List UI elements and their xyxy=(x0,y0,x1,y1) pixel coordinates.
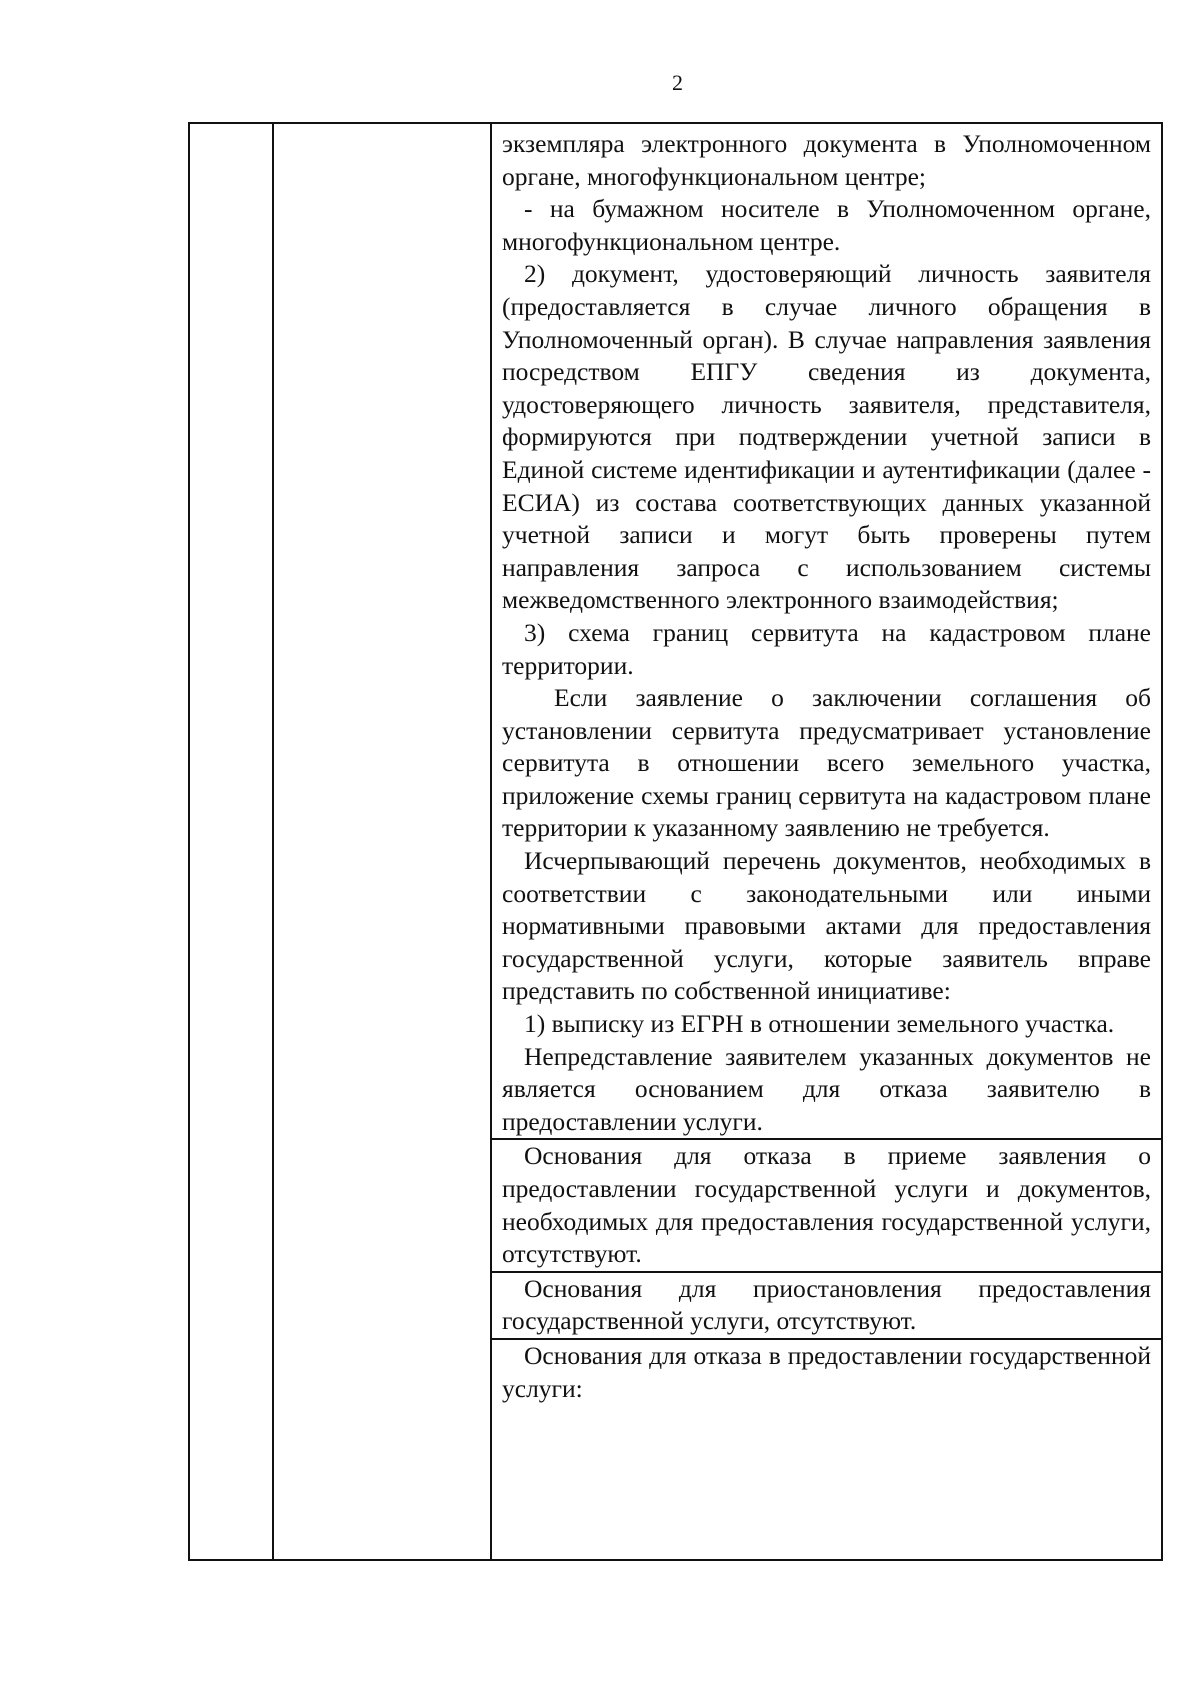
paragraph: 1) выписку из ЕГРН в отношении земельного участка. xyxy=(524,1009,1115,1039)
document-table xyxy=(188,122,1163,1561)
paragraph: Основания для отказа в приеме заявления о предоставлении государственной услуги и документов, необходимых для предоставления государственной услуги, отсутствуют. xyxy=(502,1141,1151,1269)
table-cell-refusal-grounds xyxy=(502,1340,1151,1405)
table-cell-suspension xyxy=(502,1273,1151,1338)
paragraph: - на бумажном носителе в Уполномоченном органе, многофункциональном центре. xyxy=(502,194,1151,256)
paragraph: 2) документ, удостоверяющий личность заявителя (предоставляется в случае личного обращения в Уполномоченный орган). В случае направления заявления посредством ЕПГУ сведения из документа, удостоверяющего личность заявителя, представителя, формируются при подтверждении учетной записи в Единой системе идентификации и аутентификации (далее - ЕСИА) из состава соответствующих данных указанной учетной записи и могут быть проверены путем направления запроса с использованием системы межведомственного электронного взаимодействия; xyxy=(502,259,1151,615)
paragraph: Основания для приостановления предоставления государственной услуги, отсутствуют. xyxy=(502,1273,1151,1336)
paragraph: Непредставление заявителем указанных документов не является основанием для отказа заявителю в предоставлении услуги. xyxy=(502,1041,1151,1136)
paragraph: экземпляра электронного документа в Уполномоченном органе, многофункциональном центре; xyxy=(502,129,1151,191)
table-text-column xyxy=(502,124,1151,1405)
page-number: 2 xyxy=(672,70,683,95)
column-divider-1 xyxy=(272,124,274,1559)
column-divider-2 xyxy=(490,124,492,1559)
paragraph: 3) схема границ сервитута на кадастровом плане территории. xyxy=(502,617,1151,680)
paragraph: Исчерпывающий перечень документов, необходимых в соответствии с законодательными или иными нормативными правовыми актами для предоставления государственной услуги, которые заявитель вправе представить по собственной инициативе: xyxy=(502,846,1151,1006)
paragraph: Основания для отказа в предоставлении государственной услуги: xyxy=(502,1340,1151,1403)
table-cell-refusal-acceptance xyxy=(502,1140,1151,1270)
table-cell-documents xyxy=(502,124,1151,1138)
paragraph: Если заявление о заключении соглашения об установлении сервитута предусматривает установление сервитута в отношении всего земельного участка, приложение схемы границ сервитута на кадастровом плане территории к указанному заявлению не требуется. xyxy=(502,683,1151,843)
